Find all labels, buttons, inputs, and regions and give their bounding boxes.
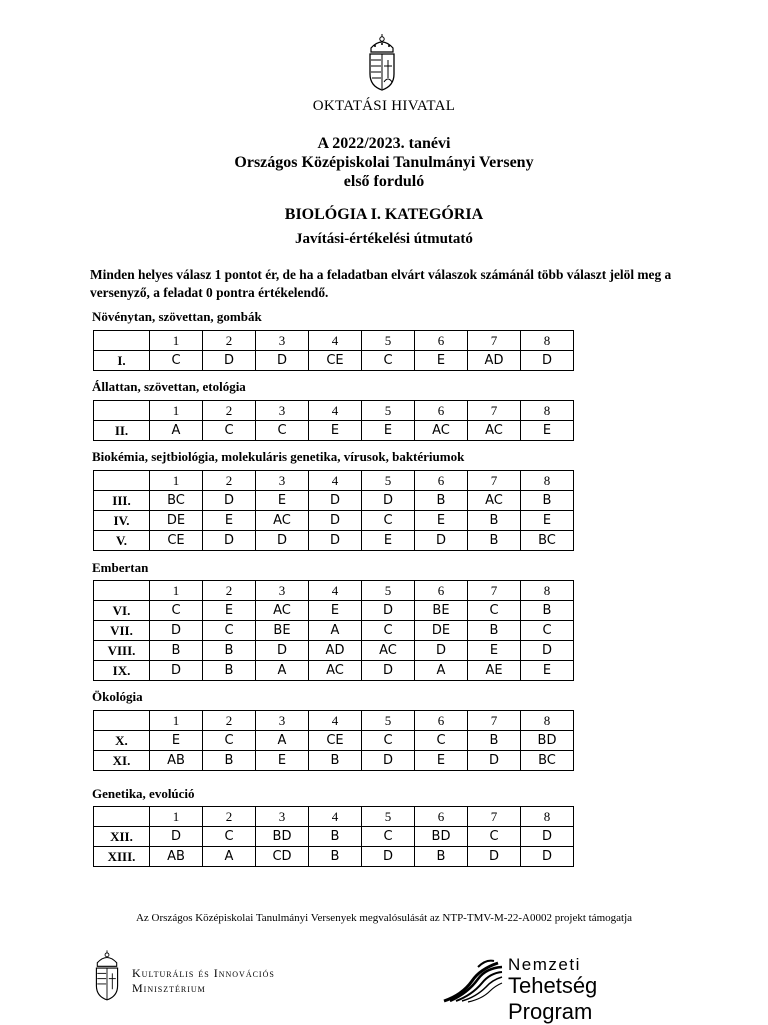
column-header: 3 [256,471,309,491]
answer-cell: BD [415,827,468,847]
column-header: 4 [309,331,362,351]
row-label: I. [94,351,150,371]
answer-cell: C [256,421,309,441]
column-header: 7 [468,401,521,421]
column-header: 6 [415,711,468,731]
answer-cell: E [521,661,574,681]
column-header: 8 [521,471,574,491]
answer-cell: E [256,491,309,511]
answer-table [93,330,574,371]
answer-cell: AD [309,641,362,661]
column-header: 8 [521,711,574,731]
column-header-row [94,401,574,421]
column-header: 7 [468,711,521,731]
answer-cell: D [521,827,574,847]
corner-cell [94,471,150,491]
answer-cell: AC [362,641,415,661]
answer-cell: D [203,351,256,371]
row-label: IX. [94,661,150,681]
subject-category: BIOLÓGIA I. KATEGÓRIA [284,206,484,223]
answer-cell: B [468,731,521,751]
answer-cell: D [362,491,415,511]
answer-cell: D [415,531,468,551]
column-header: 2 [203,581,256,601]
table-row [94,731,574,751]
answer-cell: D [362,601,415,621]
answer-cell: E [415,351,468,371]
answer-cell: D [468,751,521,771]
answer-cell: C [415,731,468,751]
column-header: 2 [203,711,256,731]
column-header: 4 [309,581,362,601]
answer-cell: B [415,491,468,511]
answer-cell: A [256,731,309,751]
ministry-name-line: Kulturális és Innovációs [132,966,275,980]
section-title: Biokémia, sejtbiológia, molekuláris genetika, vírusok, baktériumok [92,449,465,464]
answer-cell: C [362,351,415,371]
row-label: X. [94,731,150,751]
column-header: 1 [150,581,203,601]
answer-cell: BC [150,491,203,511]
answer-table [93,470,574,551]
column-header: 5 [362,331,415,351]
row-label: XIII. [94,847,150,867]
column-header: 2 [203,331,256,351]
answer-cell: B [521,491,574,511]
column-header: 1 [150,711,203,731]
coat-of-arms-icon [92,950,122,1002]
answer-table [93,580,574,681]
column-header: 4 [309,401,362,421]
corner-cell [94,581,150,601]
answer-cell: AC [468,421,521,441]
answer-cell: D [309,531,362,551]
table-row [94,661,574,681]
answer-cell: C [150,351,203,371]
answer-cell: D [362,847,415,867]
answer-cell: B [309,751,362,771]
answer-cell: A [309,621,362,641]
answer-cell: CD [256,847,309,867]
answer-cell: DE [150,511,203,531]
answer-cell: CE [150,531,203,551]
answer-cell: BC [521,751,574,771]
answer-cell: AC [415,421,468,441]
ntp-logo [442,955,682,1024]
row-label: XII. [94,827,150,847]
column-header: 5 [362,471,415,491]
section-title: Ökológia [92,689,143,704]
guide-title: Javítási-értékelési útmutató [295,231,473,247]
corner-cell [94,807,150,827]
section-title: Állattan, szövettan, etológia [92,379,246,394]
column-header: 1 [150,331,203,351]
answer-cell: B [468,621,521,641]
column-header: 5 [362,807,415,827]
competition-title [0,134,768,191]
funding-note: Az Országos Középiskolai Tanulmányi Versenyek megvalósulását az NTP-TMV-M-22-A0002 projekt támogatja [135,912,633,924]
column-header: 7 [468,581,521,601]
answer-cell: B [309,847,362,867]
column-header: 3 [256,581,309,601]
answer-cell: AE [468,661,521,681]
answer-cell: B [203,641,256,661]
column-header-row [94,807,574,827]
answer-cell: C [521,621,574,641]
column-header: 7 [468,471,521,491]
answer-cell: AC [468,491,521,511]
answer-table [93,400,574,441]
column-header: 4 [309,711,362,731]
answer-cell: A [150,421,203,441]
answer-cell: BC [521,531,574,551]
title-line: első forduló [343,173,425,190]
answer-cell: D [203,491,256,511]
corner-cell [94,331,150,351]
ministry-name [132,966,275,996]
answer-table [93,710,574,771]
answer-cell: D [150,621,203,641]
answer-cell: B [468,511,521,531]
column-header: 7 [468,331,521,351]
answer-cell: E [362,531,415,551]
answer-cell: B [415,847,468,867]
ntp-name-line: Nemzeti [508,955,581,974]
answer-cell: BE [415,601,468,621]
answer-cell: AC [309,661,362,681]
answer-cell: D [150,827,203,847]
answer-cell: D [521,351,574,371]
answer-cell: BD [521,731,574,751]
ministry-logo [92,950,342,1010]
answer-cell: D [362,751,415,771]
answer-cell: B [203,661,256,681]
answer-cell: E [521,421,574,441]
answer-cell: D [309,511,362,531]
column-header: 8 [521,401,574,421]
answer-cell: C [362,511,415,531]
column-header: 5 [362,401,415,421]
table-row [94,491,574,511]
answer-cell: E [309,421,362,441]
section-title: Genetika, evolúció [92,786,195,801]
corner-cell [94,711,150,731]
answer-cell: D [521,847,574,867]
column-header: 2 [203,401,256,421]
row-label: II. [94,421,150,441]
section-title: Növénytan, szövettan, gombák [92,309,262,324]
answer-cell: DE [415,621,468,641]
column-header: 3 [256,331,309,351]
row-label: III. [94,491,150,511]
table-row [94,601,574,621]
column-header: 6 [415,581,468,601]
answer-cell: E [150,731,203,751]
column-header: 1 [150,401,203,421]
answer-cell: D [203,531,256,551]
answer-cell: B [521,601,574,621]
row-label: VII. [94,621,150,641]
corner-cell [94,401,150,421]
answer-cell: D [256,351,309,371]
title-line: A 2022/2023. tanévi [317,135,451,152]
answer-cell: BD [256,827,309,847]
answer-cell: AB [150,751,203,771]
answer-cell: E [203,601,256,621]
column-header: 6 [415,471,468,491]
column-header: 5 [362,581,415,601]
answer-cell: AC [256,511,309,531]
answer-cell: D [362,661,415,681]
row-label: VI. [94,601,150,621]
column-header: 2 [203,807,256,827]
table-row [94,621,574,641]
answer-cell: B [203,751,256,771]
answer-cell: D [150,661,203,681]
column-header-row [94,581,574,601]
column-header: 6 [415,807,468,827]
ntp-name-line: Tehetség Program [508,973,598,1024]
table-row [94,421,574,441]
answer-cell: AB [150,847,203,867]
answer-cell: C [362,621,415,641]
answer-cell: D [256,531,309,551]
answer-cell: B [468,531,521,551]
column-header: 4 [309,807,362,827]
answer-cell: E [415,511,468,531]
column-header-row [94,711,574,731]
column-header: 4 [309,471,362,491]
coat-of-arms-icon [365,34,399,92]
answer-cell: C [203,421,256,441]
table-row [94,641,574,661]
answer-cell: CE [309,731,362,751]
row-label: VIII. [94,641,150,661]
answer-cell: A [203,847,256,867]
answer-cell: E [203,511,256,531]
answer-cell: E [309,601,362,621]
answer-cell: AC [256,601,309,621]
answer-cell: BE [256,621,309,641]
table-row [94,751,574,771]
answer-cell: D [415,641,468,661]
column-header: 3 [256,401,309,421]
title-line: Országos Középiskolai Tanulmányi Verseny [234,154,534,171]
answer-cell: E [468,641,521,661]
column-header: 1 [150,471,203,491]
column-header: 6 [415,401,468,421]
column-header: 5 [362,711,415,731]
column-header: 2 [203,471,256,491]
row-label: IV. [94,511,150,531]
column-header: 8 [521,807,574,827]
answer-cell: A [256,661,309,681]
column-header-row [94,331,574,351]
answer-cell: A [415,661,468,681]
answer-cell: E [362,421,415,441]
table-row [94,351,574,371]
answer-cell: D [309,491,362,511]
column-header: 6 [415,331,468,351]
table-row [94,531,574,551]
section-title: Embertan [92,560,149,575]
column-header-row [94,471,574,491]
answer-cell: C [468,827,521,847]
answer-cell: B [150,641,203,661]
row-label: V. [94,531,150,551]
column-header: 7 [468,807,521,827]
column-header: 1 [150,807,203,827]
ministry-name-line: Minisztérium [132,981,206,995]
column-header: 8 [521,331,574,351]
table-row [94,511,574,531]
answer-cell: CE [309,351,362,371]
answer-cell: C [203,827,256,847]
answer-cell: E [415,751,468,771]
answer-cell: B [309,827,362,847]
answer-cell: C [468,601,521,621]
answer-table [93,806,574,867]
answer-cell: C [203,731,256,751]
column-header: 8 [521,581,574,601]
column-header: 3 [256,807,309,827]
answer-cell: C [362,731,415,751]
answer-cell: C [150,601,203,621]
answer-cell: D [468,847,521,867]
answer-cell: D [521,641,574,661]
issuing-organization: OKTATÁSI HIVATAL [312,98,456,114]
answer-cell: E [256,751,309,771]
answer-cell: AD [468,351,521,371]
row-label: XI. [94,751,150,771]
answer-cell: D [256,641,309,661]
answer-cell: E [521,511,574,531]
answer-cell: C [203,621,256,641]
table-row [94,827,574,847]
column-header: 3 [256,711,309,731]
answer-cell: C [362,827,415,847]
ntp-swoosh-logo-icon [442,955,504,1003]
scoring-instructions: Minden helyes válasz 1 pontot ér, de ha a feladatban elvárt válaszok számánál több választ jelöl meg a versenyző, a feladat 0 pontra értékelendő. [90,267,672,300]
table-row [94,847,574,867]
